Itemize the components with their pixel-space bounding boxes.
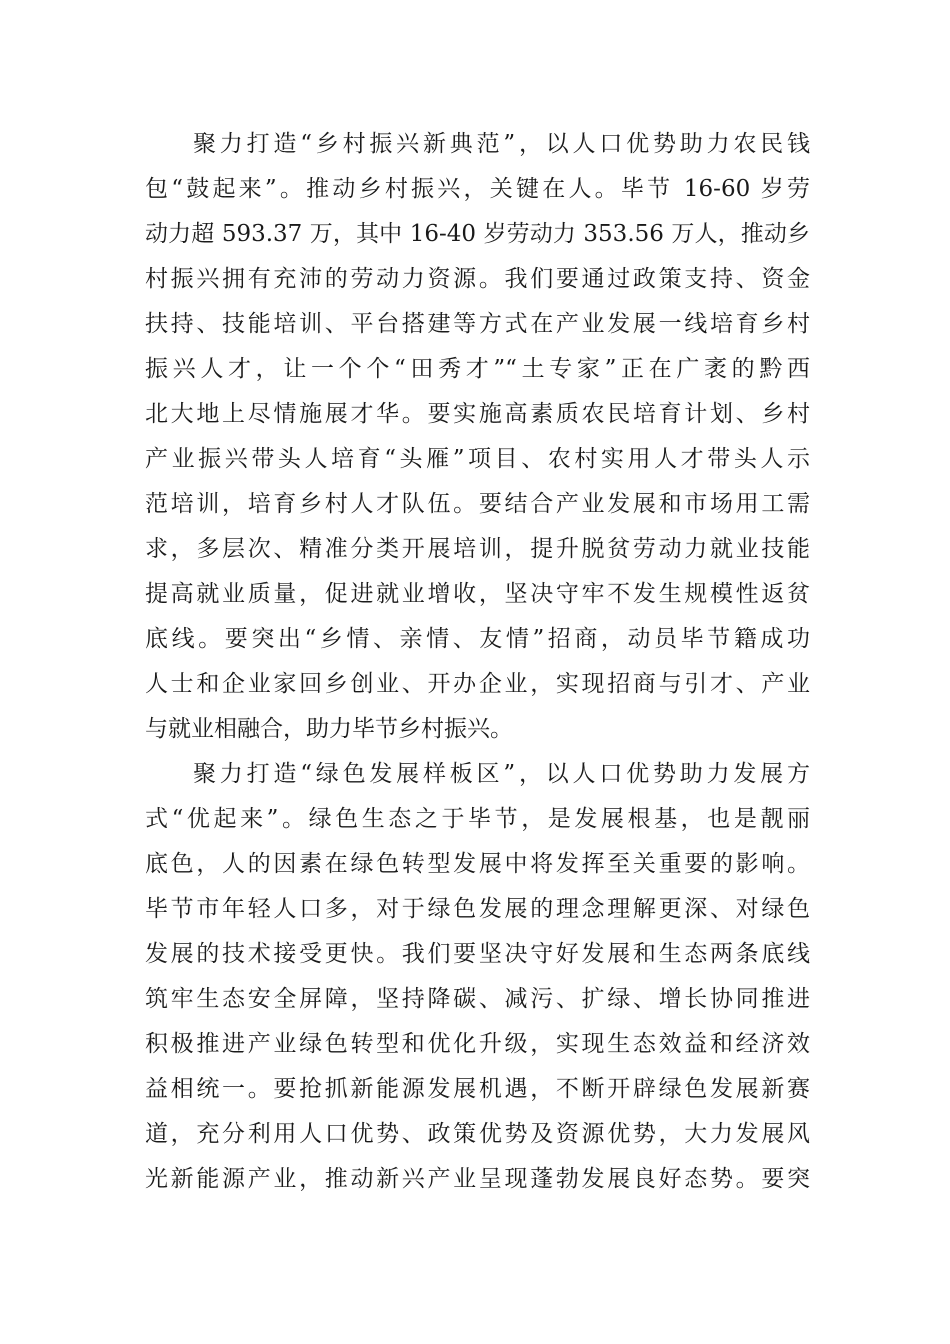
text-line: 包“鼓起来”。推动乡村振兴，关键在人。毕节 16-60 岁劳 [145, 176, 810, 202]
text-line: 与就业相融合，助力毕节乡村振兴。 [145, 716, 513, 742]
text-line: 产业振兴带头人培育“头雁”项目、农村实用人才带头人示 [145, 446, 810, 472]
text-line: 光新能源产业，推动新兴产业呈现蓬勃发展良好态势。要突 [145, 1166, 810, 1192]
text-line: 聚力打造“绿色发展样板区”，以人口优势助力发展方 [193, 761, 810, 787]
text-line: 提高就业质量，促进就业增收，坚决守牢不发生规模性返贫 [145, 581, 810, 607]
text-line: 人士和企业家回乡创业、开办企业，实现招商与引才、产业 [145, 671, 810, 697]
text-line: 范培训，培育乡村人才队伍。要结合产业发展和市场用工需 [145, 491, 810, 517]
text-line: 村振兴拥有充沛的劳动力资源。我们要通过政策支持、资金 [145, 266, 810, 292]
body-text [145, 122, 810, 1202]
text-line: 聚力打造“乡村振兴新典范”，以人口优势助力农民钱 [193, 131, 810, 157]
text-line: 求，多层次、精准分类开展培训，提升脱贫劳动力就业技能 [145, 536, 810, 562]
text-line: 积极推进产业绿色转型和优化升级，实现生态效益和经济效 [145, 1031, 810, 1057]
text-line: 筑牢生态安全屏障，坚持降碳、减污、扩绿、增长协同推进 [145, 986, 810, 1012]
text-line: 益相统一。要抢抓新能源发展机遇，不断开辟绿色发展新赛 [145, 1076, 810, 1102]
text-line: 式“优起来”。绿色生态之于毕节，是发展根基，也是靓丽 [145, 806, 810, 832]
paragraph-rural-revitalization [145, 122, 810, 752]
text-line: 毕节市年轻人口多，对于绿色发展的理念理解更深、对绿色 [145, 896, 810, 922]
text-line: 振兴人才，让一个个“田秀才”“土专家”正在广袤的黔西 [145, 356, 810, 382]
paragraph-green-development [145, 752, 810, 1202]
text-line: 北大地上尽情施展才华。要实施高素质农民培育计划、乡村 [145, 401, 810, 427]
text-line: 动力超 593.37 万，其中 16-40 岁劳动力 353.56 万人，推动乡 [145, 221, 810, 247]
text-line: 底色，人的因素在绿色转型发展中将发挥至关重要的影响。 [145, 851, 810, 877]
text-line: 道，充分利用人口优势、政策优势及资源优势，大力发展风 [145, 1121, 810, 1147]
text-line: 扶持、技能培训、平台搭建等方式在产业发展一线培育乡村 [145, 311, 810, 337]
text-line: 发展的技术接受更快。我们要坚决守好发展和生态两条底线 [145, 941, 810, 967]
text-line: 底线。要突出“乡情、亲情、友情”招商，动员毕节籍成功 [145, 626, 810, 652]
